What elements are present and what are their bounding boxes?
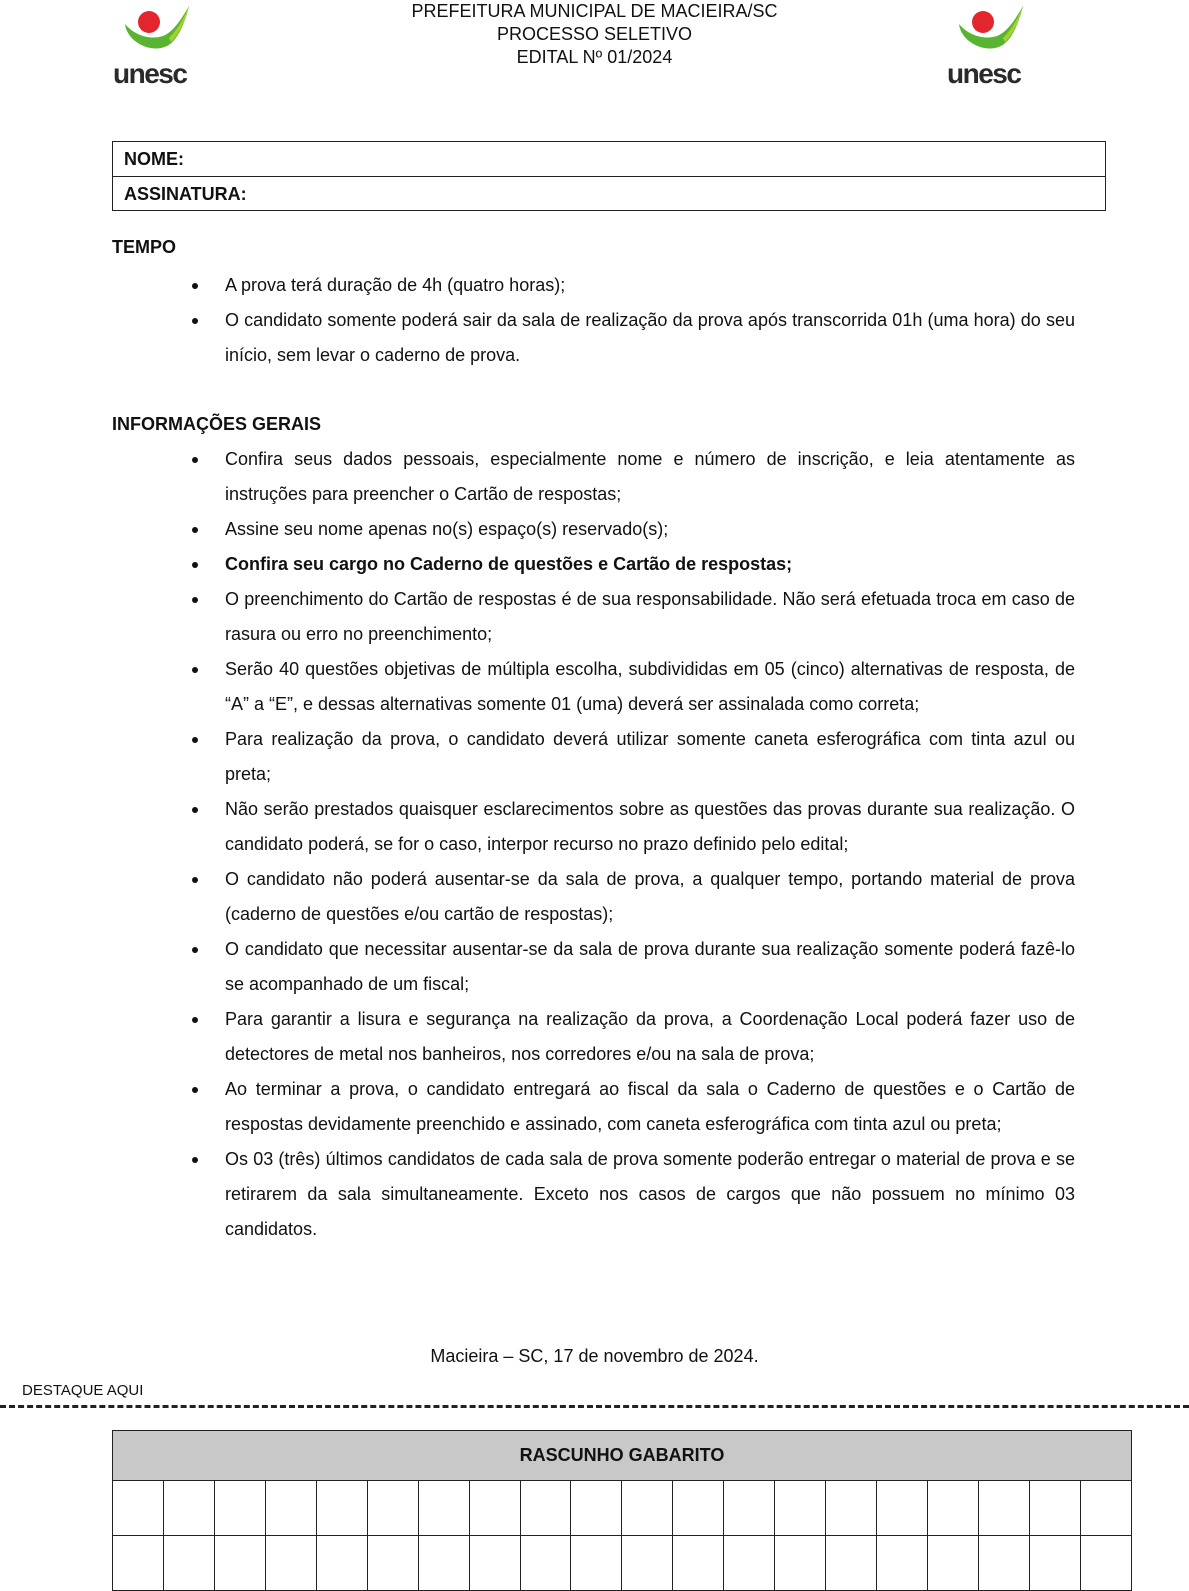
table-row [113, 1536, 1132, 1591]
list-item: Serão 40 questões objetivas de múltipla escolha, subdivididas em 05 (cinco) alternativas de resposta, de “A” a “E”, e dessas alternativas somente 01 (uma) deverá ser assinalada como correta; [225, 652, 1075, 722]
answer-cell[interactable] [469, 1536, 520, 1591]
answer-cell[interactable] [877, 1481, 928, 1536]
bullet-icon [192, 457, 198, 463]
answer-cell[interactable] [622, 1536, 673, 1591]
answer-cell[interactable] [724, 1536, 775, 1591]
date-line: Macieira – SC, 17 de novembro de 2024. [430, 1346, 759, 1366]
answer-cell[interactable] [775, 1536, 826, 1591]
answer-cell[interactable] [367, 1481, 418, 1536]
answer-cell[interactable] [113, 1481, 164, 1536]
list-item: Confira seu cargo no Caderno de questões e Cartão de respostas; [225, 547, 1075, 582]
answer-cell[interactable] [316, 1536, 367, 1591]
signature-field[interactable] [113, 176, 1105, 210]
answer-cell[interactable] [1080, 1481, 1131, 1536]
list-item: A prova terá duração de 4h (quatro horas); [225, 268, 1075, 303]
bullet-icon [192, 1157, 198, 1163]
answer-cell[interactable] [978, 1481, 1029, 1536]
table-row [113, 1481, 1132, 1536]
bullet-icon [192, 562, 198, 568]
informacoes-title: INFORMAÇÕES GERAIS [112, 414, 322, 434]
answer-cell[interactable] [520, 1536, 571, 1591]
list-item: Assine seu nome apenas no(s) espaço(s) reservado(s); [225, 512, 1075, 547]
bullet-icon [192, 1017, 198, 1023]
answer-cell[interactable] [418, 1481, 469, 1536]
answer-cell[interactable] [265, 1536, 316, 1591]
bullet-icon [192, 283, 198, 289]
bullet-icon [192, 737, 198, 743]
answer-cell[interactable] [163, 1481, 214, 1536]
answer-cell[interactable] [571, 1481, 622, 1536]
answer-cell[interactable] [163, 1536, 214, 1591]
list-item: O preenchimento do Cartão de respostas é de sua responsabilidade. Não será efetuada troca em caso de rasura ou erro no preenchimento; [225, 582, 1075, 652]
bullet-icon [192, 597, 198, 603]
list-item: O candidato que necessitar ausentar-se da sala de prova durante sua realização somente poderá fazê-lo se acompanhado de um fiscal; [225, 932, 1075, 1002]
answer-cell[interactable] [978, 1536, 1029, 1591]
answer-cell[interactable] [622, 1481, 673, 1536]
answer-cell[interactable] [469, 1481, 520, 1536]
list-item: O candidato somente poderá sair da sala de realização da prova após transcorrida 01h (uma hora) do seu início, sem levar o caderno de prova. [225, 303, 1075, 373]
signature-label: ASSINATURA: [124, 184, 247, 204]
logo-wordmark: unesc [947, 58, 1021, 89]
bullet-icon [192, 667, 198, 673]
bullet-icon [192, 318, 198, 324]
list-item: Não serão prestados quaisquer esclarecimentos sobre as questões das provas durante sua realização. O candidato poderá, se for o caso, interpor recurso no prazo definido pelo edital; [225, 792, 1075, 862]
answer-cell[interactable] [673, 1536, 724, 1591]
header-municipality: PREFEITURA MUNICIPAL DE MACIEIRA/SC [411, 1, 778, 21]
answer-cell[interactable] [214, 1536, 265, 1591]
answer-cell[interactable] [826, 1536, 877, 1591]
answer-cell[interactable] [724, 1481, 775, 1536]
detach-label: DESTAQUE AQUI [22, 1382, 144, 1399]
list-item: O candidato não poderá ausentar-se da sala de prova, a qualquer tempo, portando material de prova (caderno de questões e/ou cartão de respostas); [225, 862, 1075, 932]
tempo-title: TEMPO [112, 237, 177, 257]
name-field[interactable] [113, 142, 1105, 176]
cut-line-divider [0, 1405, 1189, 1408]
rascunho-title: RASCUNHO GABARITO [113, 1431, 1132, 1481]
answer-cell[interactable] [571, 1536, 622, 1591]
answer-cell[interactable] [928, 1481, 979, 1536]
informacoes-list [225, 442, 1075, 1247]
bullet-icon [192, 1087, 198, 1093]
list-item: Ao terminar a prova, o candidato entregará ao fiscal da sala o Caderno de questões e o Cartão de respostas devidamente preenchido e assinado, com caneta esferográfica com tinta azul ou preta; [225, 1072, 1075, 1142]
document-header [0, 0, 1189, 69]
answer-cell[interactable] [1029, 1536, 1080, 1591]
bullet-icon [192, 877, 198, 883]
identification-box [112, 141, 1106, 211]
list-item: Para realização da prova, o candidato deverá utilizar somente caneta esferográfica com tinta azul ou preta; [225, 722, 1075, 792]
answer-cell[interactable] [214, 1481, 265, 1536]
answer-cell[interactable] [673, 1481, 724, 1536]
list-item: Os 03 (três) últimos candidatos de cada sala de prova somente poderão entregar o material de prova e se retirarem da sala simultaneamente. Exceto nos casos de cargos que não possuem no mínimo 03 candidatos. [225, 1142, 1075, 1247]
answer-cell[interactable] [113, 1536, 164, 1591]
header-edital: EDITAL Nº 01/2024 [516, 47, 673, 67]
answer-cell[interactable] [928, 1536, 979, 1591]
answer-cell[interactable] [775, 1481, 826, 1536]
list-item: Para garantir a lisura e segurança na realização da prova, a Coordenação Local poderá fazer uso de detectores de metal nos banheiros, nos corredores e/ou na sala de prova; [225, 1002, 1075, 1072]
bullet-icon [192, 947, 198, 953]
answer-cell[interactable] [367, 1536, 418, 1591]
header-process: PROCESSO SELETIVO [496, 24, 693, 44]
bullet-icon [192, 527, 198, 533]
logo-wordmark: unesc [113, 58, 187, 89]
rascunho-gabarito-table [112, 1430, 1132, 1591]
answer-cell[interactable] [877, 1536, 928, 1591]
answer-cell[interactable] [826, 1481, 877, 1536]
list-item: Confira seus dados pessoais, especialmente nome e número de inscrição, e leia atentamente as instruções para preencher o Cartão de respostas; [225, 442, 1075, 512]
answer-cell[interactable] [1080, 1536, 1131, 1591]
answer-cell[interactable] [316, 1481, 367, 1536]
answer-cell[interactable] [265, 1481, 316, 1536]
bullet-icon [192, 807, 198, 813]
tempo-list [225, 268, 1075, 373]
answer-cell[interactable] [418, 1536, 469, 1591]
answer-cell[interactable] [520, 1481, 571, 1536]
name-label: NOME: [124, 149, 184, 169]
answer-cell[interactable] [1029, 1481, 1080, 1536]
